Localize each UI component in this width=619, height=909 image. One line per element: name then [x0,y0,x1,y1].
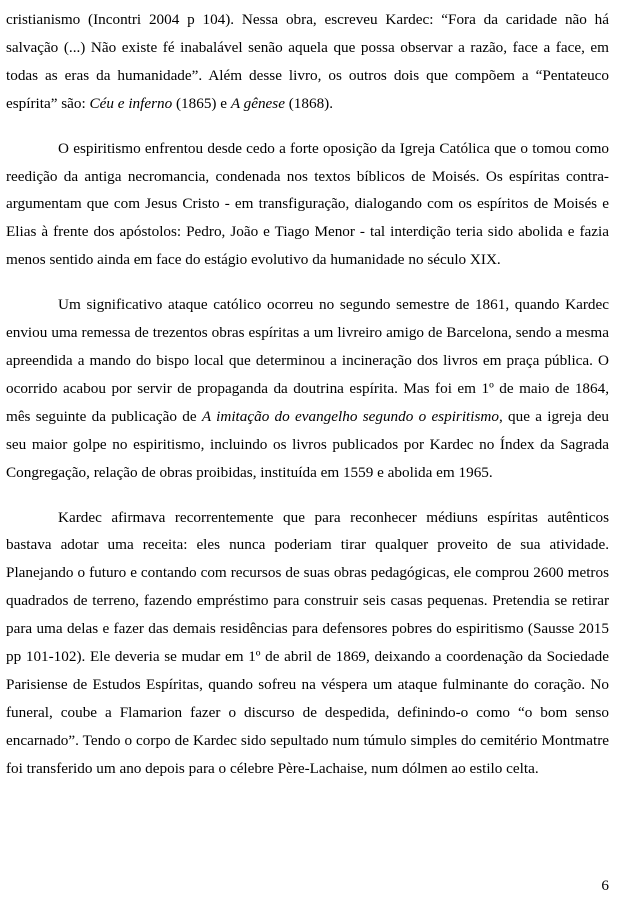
paragraph-spacer [6,118,609,135]
document-page [6,6,609,783]
paragraph-3 [6,291,609,486]
book-title-a-genese: A gênese [230,94,285,112]
text-run: Kardec afirmava recorrentemente que para reconhecer médiuns espíritas autênticos bastava adotar uma receita: eles nunca poderiam tirar qualquer proveito de sua atividade. Planejando o futuro e contando com recursos de suas obras pedagógicas, ele comprou 2600 metros quadrados de terreno, fazendo empréstimo para construir seis casas pequenas. Pretendia se retirar para uma delas e fazer das demais residências para defensores pobres do espiritismo (Sausse 2015 pp 101-102). Ele deveria se mudar em 1º de abril de 1869, deixando a coordenação da Sociedade Parisiense de Estudos Espíritas, quando sofreu na véspera um ataque fulminante do coração. No funeral, coube a Flamarion fazer o discurso de despedida, definindo-o como “o bom senso encarnado”. Tendo o corpo de Kardec sido sepultado num túmulo simples do cemitério Montmatre foi transferido um ano depois para o célebre Père-Lachaise, num dólmen ao estilo celta. [6,508,609,777]
page-number: 6 [601,877,609,894]
text-run: cristianismo (Incontri 2004 p 104). Nessa obra, escreveu Kardec: “Fora da caridade não há salvação (...) Não existe fé inabalável senão aquela que possa observar a razão, face a face, em todas as eras da humanidade”. Além desse livro, os outros dois que compõem a “Pentateuco espírita” são: [6,11,609,112]
book-title-ceu-e-inferno: Céu e inferno [89,94,173,112]
book-title-a-imitacao-do-evangelho: A imitação do evangelho segundo o espiritismo [201,407,499,425]
text-run: O espiritismo enfrentou desde cedo a forte oposição da Igreja Católica que o tomou como reedição da antiga necromancia, condenada nos textos bíblicos de Moisés. Os espíritas contra-argumentam que com Jesus Cristo - em transfiguração, dialogando com os espíritos de Moisés e Elias à frente dos apóstolos: Pedro, João e Tiago Menor - tal interdição teria sido abolida e fazia menos sentido ainda em face do estágio evolutivo da humanidade no século XIX. [6,139,609,269]
paragraph-spacer [6,487,609,504]
paragraph-2 [6,135,609,275]
text-run: (1868). [284,94,334,112]
text-run: Um significativo ataque católico ocorreu no segundo semestre de 1861, quando Kardec enviou uma remessa de trezentos obras espíritas a um livreiro amigo de Barcelona, sendo a mesma apreendida a mando do bispo local que determinou a incineração dos livros em praça pública. O ocorrido acabou por servir de propaganda da doutrina espírita. Mas foi em 1º de maio de 1864, mês seguinte da publicação de [6,296,609,425]
paragraph-1 [6,6,609,118]
text-run: , que a igreja deu seu maior golpe no espiritismo, incluindo os livros publicados por Kardec no Índex da Sagrada Congregação, relação de obras proibidas, instituída em 1559 e abolida em 1965. [6,407,609,481]
paragraph-spacer [6,274,609,291]
paragraph-4 [6,504,609,783]
text-run: (1865) e [172,94,231,112]
